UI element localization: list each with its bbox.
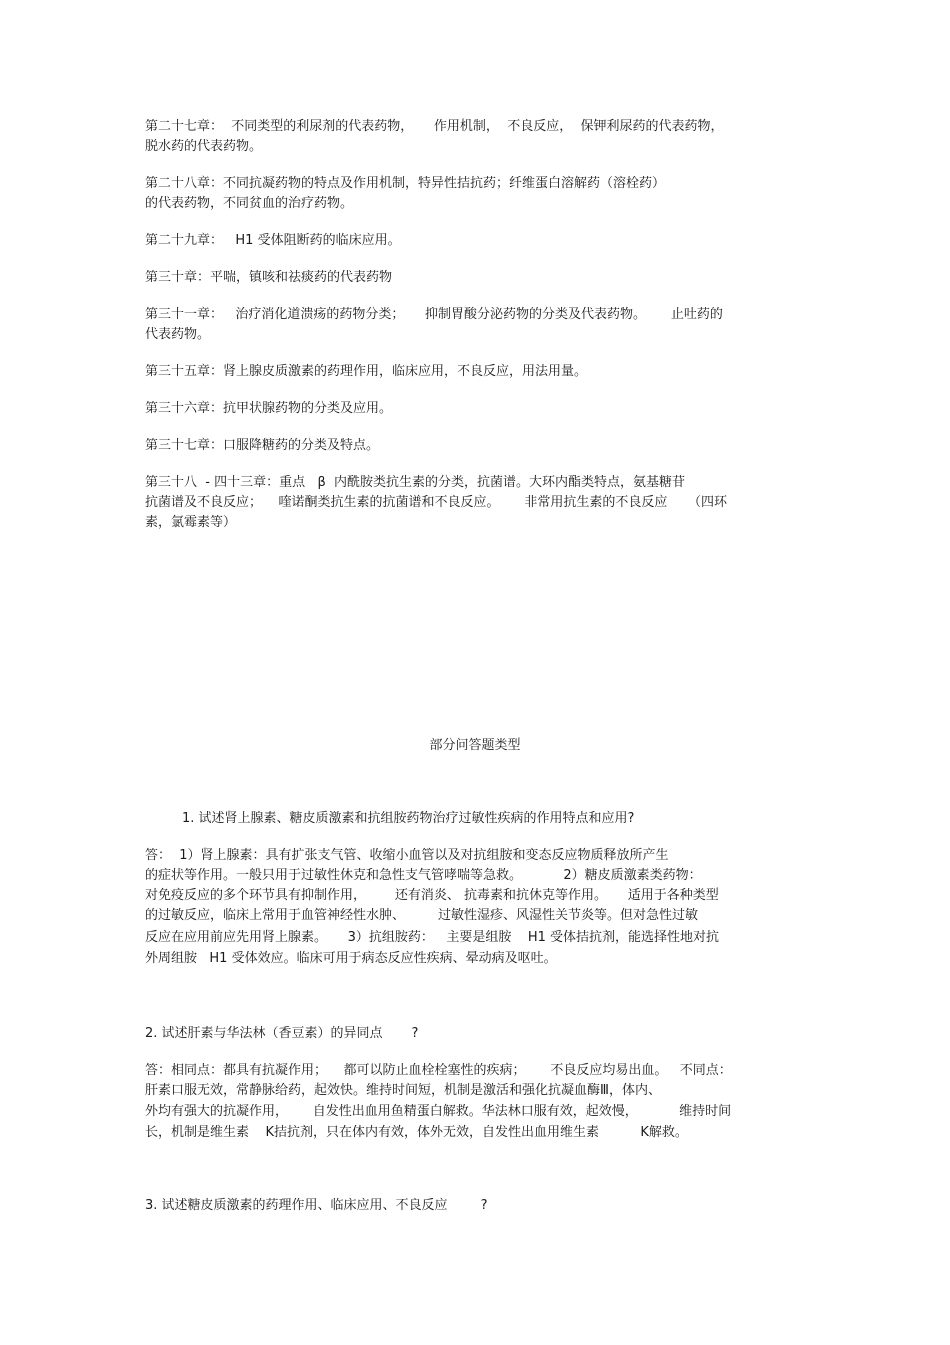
answer-line: 长，机制是维生素 K拮抗剂，只在体内有效，体外无效，自发性出血用维生素 K解救。 <box>145 1125 688 1140</box>
text-line: 代表药物。 <box>145 327 211 342</box>
question: 2. 试述肝素与华法林（香豆素）的异同点 ? <box>145 1026 419 1041</box>
text-line: 第二十九章： H1 受体阻断药的临床应用。 <box>145 233 401 248</box>
text-line: 素，氯霉素等） <box>145 515 237 530</box>
text-line: 第三十七章：口服降糖药的分类及特点。 <box>145 438 380 453</box>
answer-line: 的症状等作用。一般只用于过敏性休克和急性支气管哮喘等急救。 2）糖皮质激素类药物： <box>145 868 702 883</box>
text-line: 的代表药物，不同贫血的治疗药物。 <box>145 196 354 211</box>
text-line: 抗菌谱及不良反应； 喹诺酮类抗生素的抗菌谱和不良反应。 非常用抗生素的不良反应 （四环 <box>145 495 727 510</box>
answer-line: 对免疫反应的多个环节具有抑制作用， 还有消炎、 抗毒素和抗休克等作用。 适用于各种类型 <box>145 888 719 903</box>
answer-line: 肝素口服无效，常静脉给药，起效快。维持时间短，机制是激活和强化抗凝血酶Ⅲ，体内、 <box>145 1083 661 1098</box>
answer-line: 外周组胺 H1 受体效应。临床可用于病态反应性疾病、晕动病及呕吐。 <box>145 951 557 966</box>
text-line: 脱水药的代表药物。 <box>145 139 263 154</box>
text-line: 第三十章：平喘，镇咳和祛痰药的代表药物 <box>145 270 393 285</box>
text-line: 第二十七章： 不同类型的利尿剂的代表药物， 作用机制， 不良反应， 保钾利尿药的代表药物， <box>145 119 724 134</box>
answer-line: 外均有强大的抗凝作用， 自发性出血用鱼精蛋白解救。华法林口服有效，起效慢， 维持时间 <box>145 1104 732 1119</box>
text-line: 第三十一章： 治疗消化道溃疡的药物分类； 抑制胃酸分泌药物的分类及代表药物。 止吐药的 <box>145 307 723 322</box>
question: 1. 试述肾上腺素、糖皮质激素和抗组胺药物治疗过敏性疾病的作用特点和应用? <box>182 811 635 826</box>
answer-line: 答： 1）肾上腺素：具有扩张支气管、收缩小血管以及对抗组胺和变态反应物质释放所产生 <box>145 848 669 863</box>
text-line: 第三十六章：抗甲状腺药物的分类及应用。 <box>145 401 393 416</box>
answer-line: 反应在应用前应先用肾上腺素。 3）抗组胺药： 主要是组胺 H1 受体拮抗剂，能选择性地对抗 <box>145 930 720 945</box>
text-line: 第二十八章：不同抗凝药物的特点及作用机制，特异性拮抗药；纤维蛋白溶解药（溶栓药） <box>145 176 666 191</box>
text-line: 第三十八 - 四十三章：重点 β 内酰胺类抗生素的分类，抗菌谱。大环内酯类特点，氨基糖苷 <box>145 475 686 490</box>
answer-line: 的过敏反应，临床上常用于血管神经性水肿、 过敏性湿疹、风湿性关节炎等。但对急性过敏 <box>145 908 699 923</box>
answer-line: 答：相同点：都具有抗凝作用； 都可以防止血栓栓塞性的疾病； 不良反应均易出血。 不同点： <box>145 1063 732 1078</box>
question: 3. 试述糖皮质激素的药理作用、临床应用、不良反应 ? <box>145 1198 488 1213</box>
text-line: 第三十五章：肾上腺皮质激素的药理作用，临床应用，不良反应，用法用量。 <box>145 364 588 379</box>
section-title: 部分问答题类型 <box>429 738 521 753</box>
